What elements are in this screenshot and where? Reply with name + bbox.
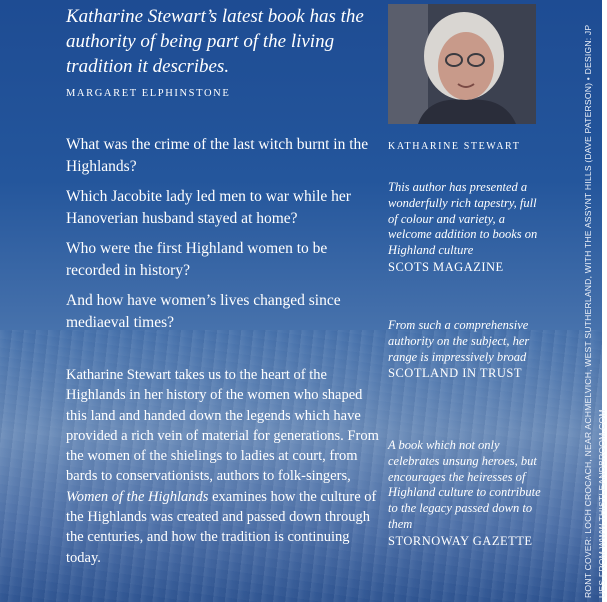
book-title: Women of the Highlands [66,488,209,505]
question: What was the crime of the last witch burnt in the Highlands? [66,136,369,175]
review [388,438,548,549]
author-portrait-image [388,4,536,124]
top-quote-author: MARGARET ELPHINSTONE [66,88,231,99]
review-source: SCOTLAND IN TRUST [388,366,522,381]
review [388,180,548,275]
review-quote: From such a comprehensive authority on the subject, her range is impressively broad [388,318,530,364]
review [388,318,548,381]
photo-caption: KATHARINE STEWART [388,141,521,152]
blurb-part-1: Katharine Stewart takes us to the heart of the Highlands in her history of the women who shaped this land and handed down the legends which have provided a rich vein of material for generations. From the women of the shielings to ladies at court, from bards to conservationists, authors to folk-singers, [66,367,379,485]
question: Who were the first Highland women to be recorded in history? [66,240,328,279]
top-quote: Katharine Stewart’s latest book has the authority of being part of the living tradition it describes. [66,6,364,77]
question: And how have women’s lives changed since mediaeval times? [66,292,341,331]
cover-credit [583,24,607,598]
review-quote: A book which not only celebrates unsung heroes, but encourages the heiresses of Highland culture to contribute to the legacy passed down to them [388,438,541,531]
review-source: STORNOWAY GAZETTE [388,533,533,548]
review-source: SCOTS MAGAZINE [388,259,504,274]
review-quote: This author has presented a wonderfully rich tapestry, full of colour and variety, a welcome addition to books on Highland culture [388,180,538,258]
cover-credit-line-1: RONT COVER: LOCH CROCACH, NEAR ACHMELVICH, WEST SUTHERLAND, WITH THE ASSYNT HILLS (DAVE PATERSON) • DESIGN: JP [583,24,593,598]
question: Which Jacobite lady led men to war while her Hanoverian husband stayed at home? [66,188,351,227]
question-list [66,134,381,342]
author-photo [388,4,536,124]
blurb [66,365,381,568]
blurb-part-2: examines how the culture of the Highlands was created and passed down through the centuries, and how the tradition is continuing today. [66,488,377,566]
cover-credit-line-2: UES FROM WWW.THISTLEANDBROOM.COM [597,409,607,598]
